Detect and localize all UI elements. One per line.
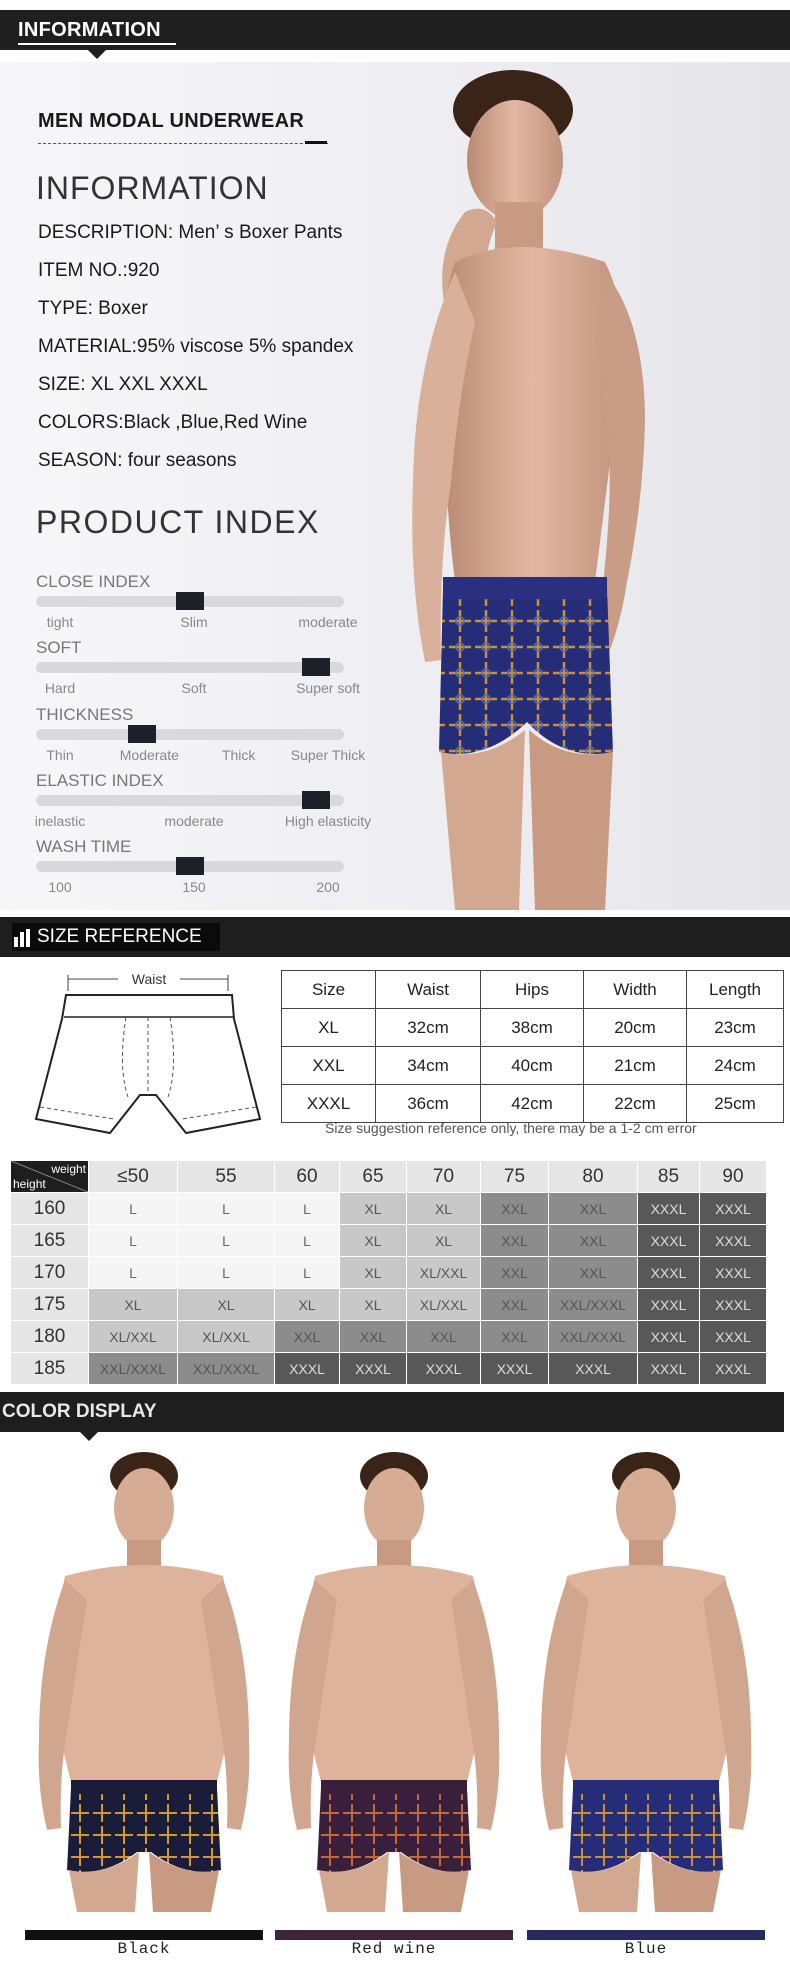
product-index-scale-label: Thick xyxy=(221,747,256,763)
info-season: SEASON: four seasons xyxy=(38,450,237,471)
product-index-scale-label: Soft xyxy=(181,680,207,696)
size-table-cell: XL xyxy=(282,1009,376,1047)
size-chart-row xyxy=(11,1289,767,1321)
header-notch xyxy=(88,50,106,59)
size-chart-cell: XXL/XXXL xyxy=(178,1353,275,1385)
product-index-scale-label: 150 xyxy=(182,879,206,895)
size-table xyxy=(281,970,784,1123)
size-chart-cell: L xyxy=(89,1225,178,1257)
product-index-knob xyxy=(176,592,204,610)
model-photo xyxy=(25,1450,263,1912)
size-chart-cell: XXXL xyxy=(638,1193,700,1225)
product-index-slider xyxy=(36,596,344,607)
size-chart-cell: XXXL xyxy=(340,1353,407,1385)
shorts-diagram xyxy=(28,967,268,1137)
product-index-title: WASH TIME xyxy=(36,837,132,856)
brand-divider xyxy=(38,143,328,144)
product-index-scale-label: inelastic xyxy=(34,813,86,829)
size-chart-weight-header: 70 xyxy=(407,1161,481,1193)
size-chart-height-header: 175 xyxy=(11,1289,89,1321)
size-chart-cell: XXXL xyxy=(638,1257,700,1289)
size-chart-cell: XXXL xyxy=(700,1289,767,1321)
size-table-cell: 24cm xyxy=(687,1047,784,1085)
size-chart-corner xyxy=(11,1161,89,1193)
model-photo xyxy=(527,1450,765,1912)
size-chart-weight-header: 75 xyxy=(481,1161,549,1193)
size-chart-cell: XXXL xyxy=(638,1225,700,1257)
size-chart-weight-header: 85 xyxy=(638,1161,700,1193)
product-index-scale-label: Thin xyxy=(46,747,74,763)
size-chart-cell: XXXL xyxy=(700,1257,767,1289)
information-header xyxy=(0,10,790,50)
size-chart-cell: L xyxy=(178,1257,275,1289)
size-table-cell: 22cm xyxy=(584,1085,687,1123)
model-photo xyxy=(275,1450,513,1912)
product-index-title: CLOSE INDEX xyxy=(36,572,151,591)
size-chart-cell: XXXL xyxy=(700,1193,767,1225)
color-display-header xyxy=(0,1392,784,1432)
size-table-row xyxy=(282,1085,784,1123)
size-chart-cell: XXXL xyxy=(638,1321,700,1353)
color-card xyxy=(527,1450,765,1932)
size-table-cell: 40cm xyxy=(481,1047,584,1085)
information-header-title: INFORMATION xyxy=(18,19,161,41)
size-table-row xyxy=(282,1009,784,1047)
color-name-label: Black xyxy=(117,1940,171,1958)
size-table-cell: 32cm xyxy=(376,1009,481,1047)
product-index-title: THICKNESS xyxy=(36,705,134,724)
size-chart-weight-header: 80 xyxy=(549,1161,638,1193)
size-table-cell: 42cm xyxy=(481,1085,584,1123)
size-chart-cell: XXL/XXXL xyxy=(549,1321,638,1353)
size-chart-cell: XL xyxy=(89,1289,178,1321)
size-chart-weight-header: 65 xyxy=(340,1161,407,1193)
size-chart-cell: XXL/XXXL xyxy=(89,1353,178,1385)
brand-title: MEN MODAL UNDERWEAR xyxy=(38,110,305,132)
size-chart-row xyxy=(11,1321,767,1353)
size-table-header: Hips xyxy=(481,971,584,1009)
product-index-scale-label: Super soft xyxy=(296,680,360,696)
size-chart-cell: XXXL xyxy=(700,1353,767,1385)
size-table-cell: 21cm xyxy=(584,1047,687,1085)
color-swatch-bar xyxy=(527,1930,765,1940)
product-index-scale-label: Hard xyxy=(44,680,76,696)
size-chart-cell: XL xyxy=(340,1257,407,1289)
size-chart-row xyxy=(11,1225,767,1257)
color-card xyxy=(275,1450,513,1932)
size-chart-cell: XXXL xyxy=(481,1353,549,1385)
size-table-header: Width xyxy=(584,971,687,1009)
product-index-title: ELASTIC INDEX xyxy=(36,771,164,790)
size-chart-cell: XXL xyxy=(407,1321,481,1353)
product-index-scale-label: Moderate xyxy=(119,747,179,763)
product-index-knob xyxy=(128,725,156,743)
product-index-knob xyxy=(176,857,204,875)
product-index-scale-label: High elasticity xyxy=(284,813,372,829)
color-name-label: Red wine xyxy=(351,1940,437,1958)
size-chart-cell: XXL xyxy=(481,1289,549,1321)
info-item-no: ITEM NO.:920 xyxy=(38,260,160,281)
header-underline xyxy=(18,43,176,45)
size-chart-cell: XXXL xyxy=(700,1225,767,1257)
product-index-knob xyxy=(302,658,330,676)
product-index-scale-label: moderate xyxy=(164,813,224,829)
size-table-cell: 34cm xyxy=(376,1047,481,1085)
size-table-cell: XXL xyxy=(282,1047,376,1085)
size-chart-cell: XXL xyxy=(481,1257,549,1289)
product-index-scale-label: 100 xyxy=(48,879,72,895)
info-colors: COLORS:Black ,Blue,Red Wine xyxy=(38,412,308,433)
product-index-scale-label: 200 xyxy=(316,879,340,895)
size-chart-height-header: 160 xyxy=(11,1193,89,1225)
info-type: TYPE: Boxer xyxy=(38,298,148,319)
corner-weight-label: weight xyxy=(51,1162,86,1176)
product-index-scale-label: moderate xyxy=(298,614,358,630)
size-chart-cell: L xyxy=(275,1257,340,1289)
product-index-scale-label: tight xyxy=(46,614,74,630)
product-index-knob xyxy=(302,791,330,809)
size-table-cell: 23cm xyxy=(687,1009,784,1047)
product-index-slider xyxy=(36,662,344,673)
size-chart-row xyxy=(11,1193,767,1225)
size-chart-cell: L xyxy=(178,1193,275,1225)
info-size: SIZE: XL XXL XXXL xyxy=(38,374,208,395)
info-description: DESCRIPTION: Men’ s Boxer Pants xyxy=(38,222,343,243)
size-chart-cell: XXL xyxy=(481,1193,549,1225)
size-chart-cell: XXL xyxy=(481,1225,549,1257)
corner-height-label: height xyxy=(13,1177,46,1191)
size-chart-weight-header: 60 xyxy=(275,1161,340,1193)
size-chart-cell: XL xyxy=(178,1289,275,1321)
size-chart-weight-header: ≤50 xyxy=(89,1161,178,1193)
size-table-header-row xyxy=(282,971,784,1009)
product-index-scale-label: Super Thick xyxy=(290,747,366,763)
size-chart-cell: L xyxy=(89,1257,178,1289)
size-chart-height-header: 165 xyxy=(11,1225,89,1257)
size-chart-cell: XL/XXL xyxy=(407,1289,481,1321)
size-reference-title: SIZE REFERENCE xyxy=(37,926,202,947)
size-table-cell: 25cm xyxy=(687,1085,784,1123)
size-chart-height-header: 185 xyxy=(11,1353,89,1385)
size-chart-height-header: 170 xyxy=(11,1257,89,1289)
info-material: MATERIAL:95% viscose 5% spandex xyxy=(38,336,354,357)
color-header-notch xyxy=(80,1432,98,1441)
size-chart-cell: XL xyxy=(340,1193,407,1225)
size-reference-header xyxy=(0,917,790,957)
size-chart-cell: L xyxy=(178,1225,275,1257)
size-table-header: Size xyxy=(282,971,376,1009)
size-chart-height-header: 180 xyxy=(11,1321,89,1353)
size-table-header: Length xyxy=(687,971,784,1009)
product-index-scale-label: Slim xyxy=(180,614,208,630)
model-photo xyxy=(395,62,790,910)
size-chart-cell: XL xyxy=(340,1225,407,1257)
product-index-title: SOFT xyxy=(36,638,82,657)
size-chart-cell: XL xyxy=(407,1225,481,1257)
size-table-row xyxy=(282,1047,784,1085)
color-name-label: Blue xyxy=(624,1940,668,1958)
product-index-slider xyxy=(36,795,344,806)
size-chart-cell: XL/XXL xyxy=(407,1257,481,1289)
color-swatch-bar xyxy=(275,1930,513,1940)
size-table-cell: 36cm xyxy=(376,1085,481,1123)
size-note: Size suggestion reference only, there may be a 1-2 cm error xyxy=(325,1120,697,1136)
size-chart-cell: XXL xyxy=(275,1321,340,1353)
size-chart-row xyxy=(11,1353,767,1385)
product-index-heading: PRODUCT INDEX xyxy=(36,504,320,540)
product-index-slider xyxy=(36,729,344,740)
color-display-title: COLOR DISPLAY xyxy=(2,1401,157,1422)
size-table-cell: 20cm xyxy=(584,1009,687,1047)
size-chart-cell: XXL xyxy=(549,1257,638,1289)
size-table-cell: XXXL xyxy=(282,1085,376,1123)
size-chart-cell: XL xyxy=(275,1289,340,1321)
size-chart-cell: XL xyxy=(340,1289,407,1321)
size-chart-cell: XL/XXL xyxy=(89,1321,178,1353)
color-swatch-bar xyxy=(25,1930,263,1940)
size-chart-table xyxy=(10,1160,767,1385)
bar-chart-icon xyxy=(14,929,34,947)
product-index-slider xyxy=(36,861,344,872)
brand-accent-bar xyxy=(305,141,327,144)
info-panel xyxy=(0,62,790,910)
size-chart-weight-header: 55 xyxy=(178,1161,275,1193)
size-chart-cell: XXXL xyxy=(638,1353,700,1385)
size-chart-cell: XXXL xyxy=(638,1289,700,1321)
waist-label: Waist xyxy=(131,971,167,987)
size-chart-cell: XXXL xyxy=(549,1353,638,1385)
size-chart-cell: XXL/XXXL xyxy=(549,1289,638,1321)
size-chart-row xyxy=(11,1257,767,1289)
size-chart-cell: XXL xyxy=(549,1193,638,1225)
size-chart-cell: L xyxy=(89,1193,178,1225)
size-chart-cell: XXXL xyxy=(700,1321,767,1353)
size-chart-cell: XXL xyxy=(481,1321,549,1353)
size-chart-cell: L xyxy=(275,1193,340,1225)
size-chart-cell: XL/XXL xyxy=(178,1321,275,1353)
size-chart-cell: XXL xyxy=(340,1321,407,1353)
size-chart-weight-header: 90 xyxy=(700,1161,767,1193)
color-card xyxy=(25,1450,263,1932)
size-chart-cell: XXXL xyxy=(407,1353,481,1385)
size-chart-cell: L xyxy=(275,1225,340,1257)
size-chart-header-row xyxy=(11,1161,767,1193)
size-chart-cell: XL xyxy=(407,1193,481,1225)
size-chart-cell: XXL xyxy=(549,1225,638,1257)
size-chart-cell: XXXL xyxy=(275,1353,340,1385)
size-table-cell: 38cm xyxy=(481,1009,584,1047)
info-heading: INFORMATION xyxy=(36,170,269,206)
size-table-header: Waist xyxy=(376,971,481,1009)
